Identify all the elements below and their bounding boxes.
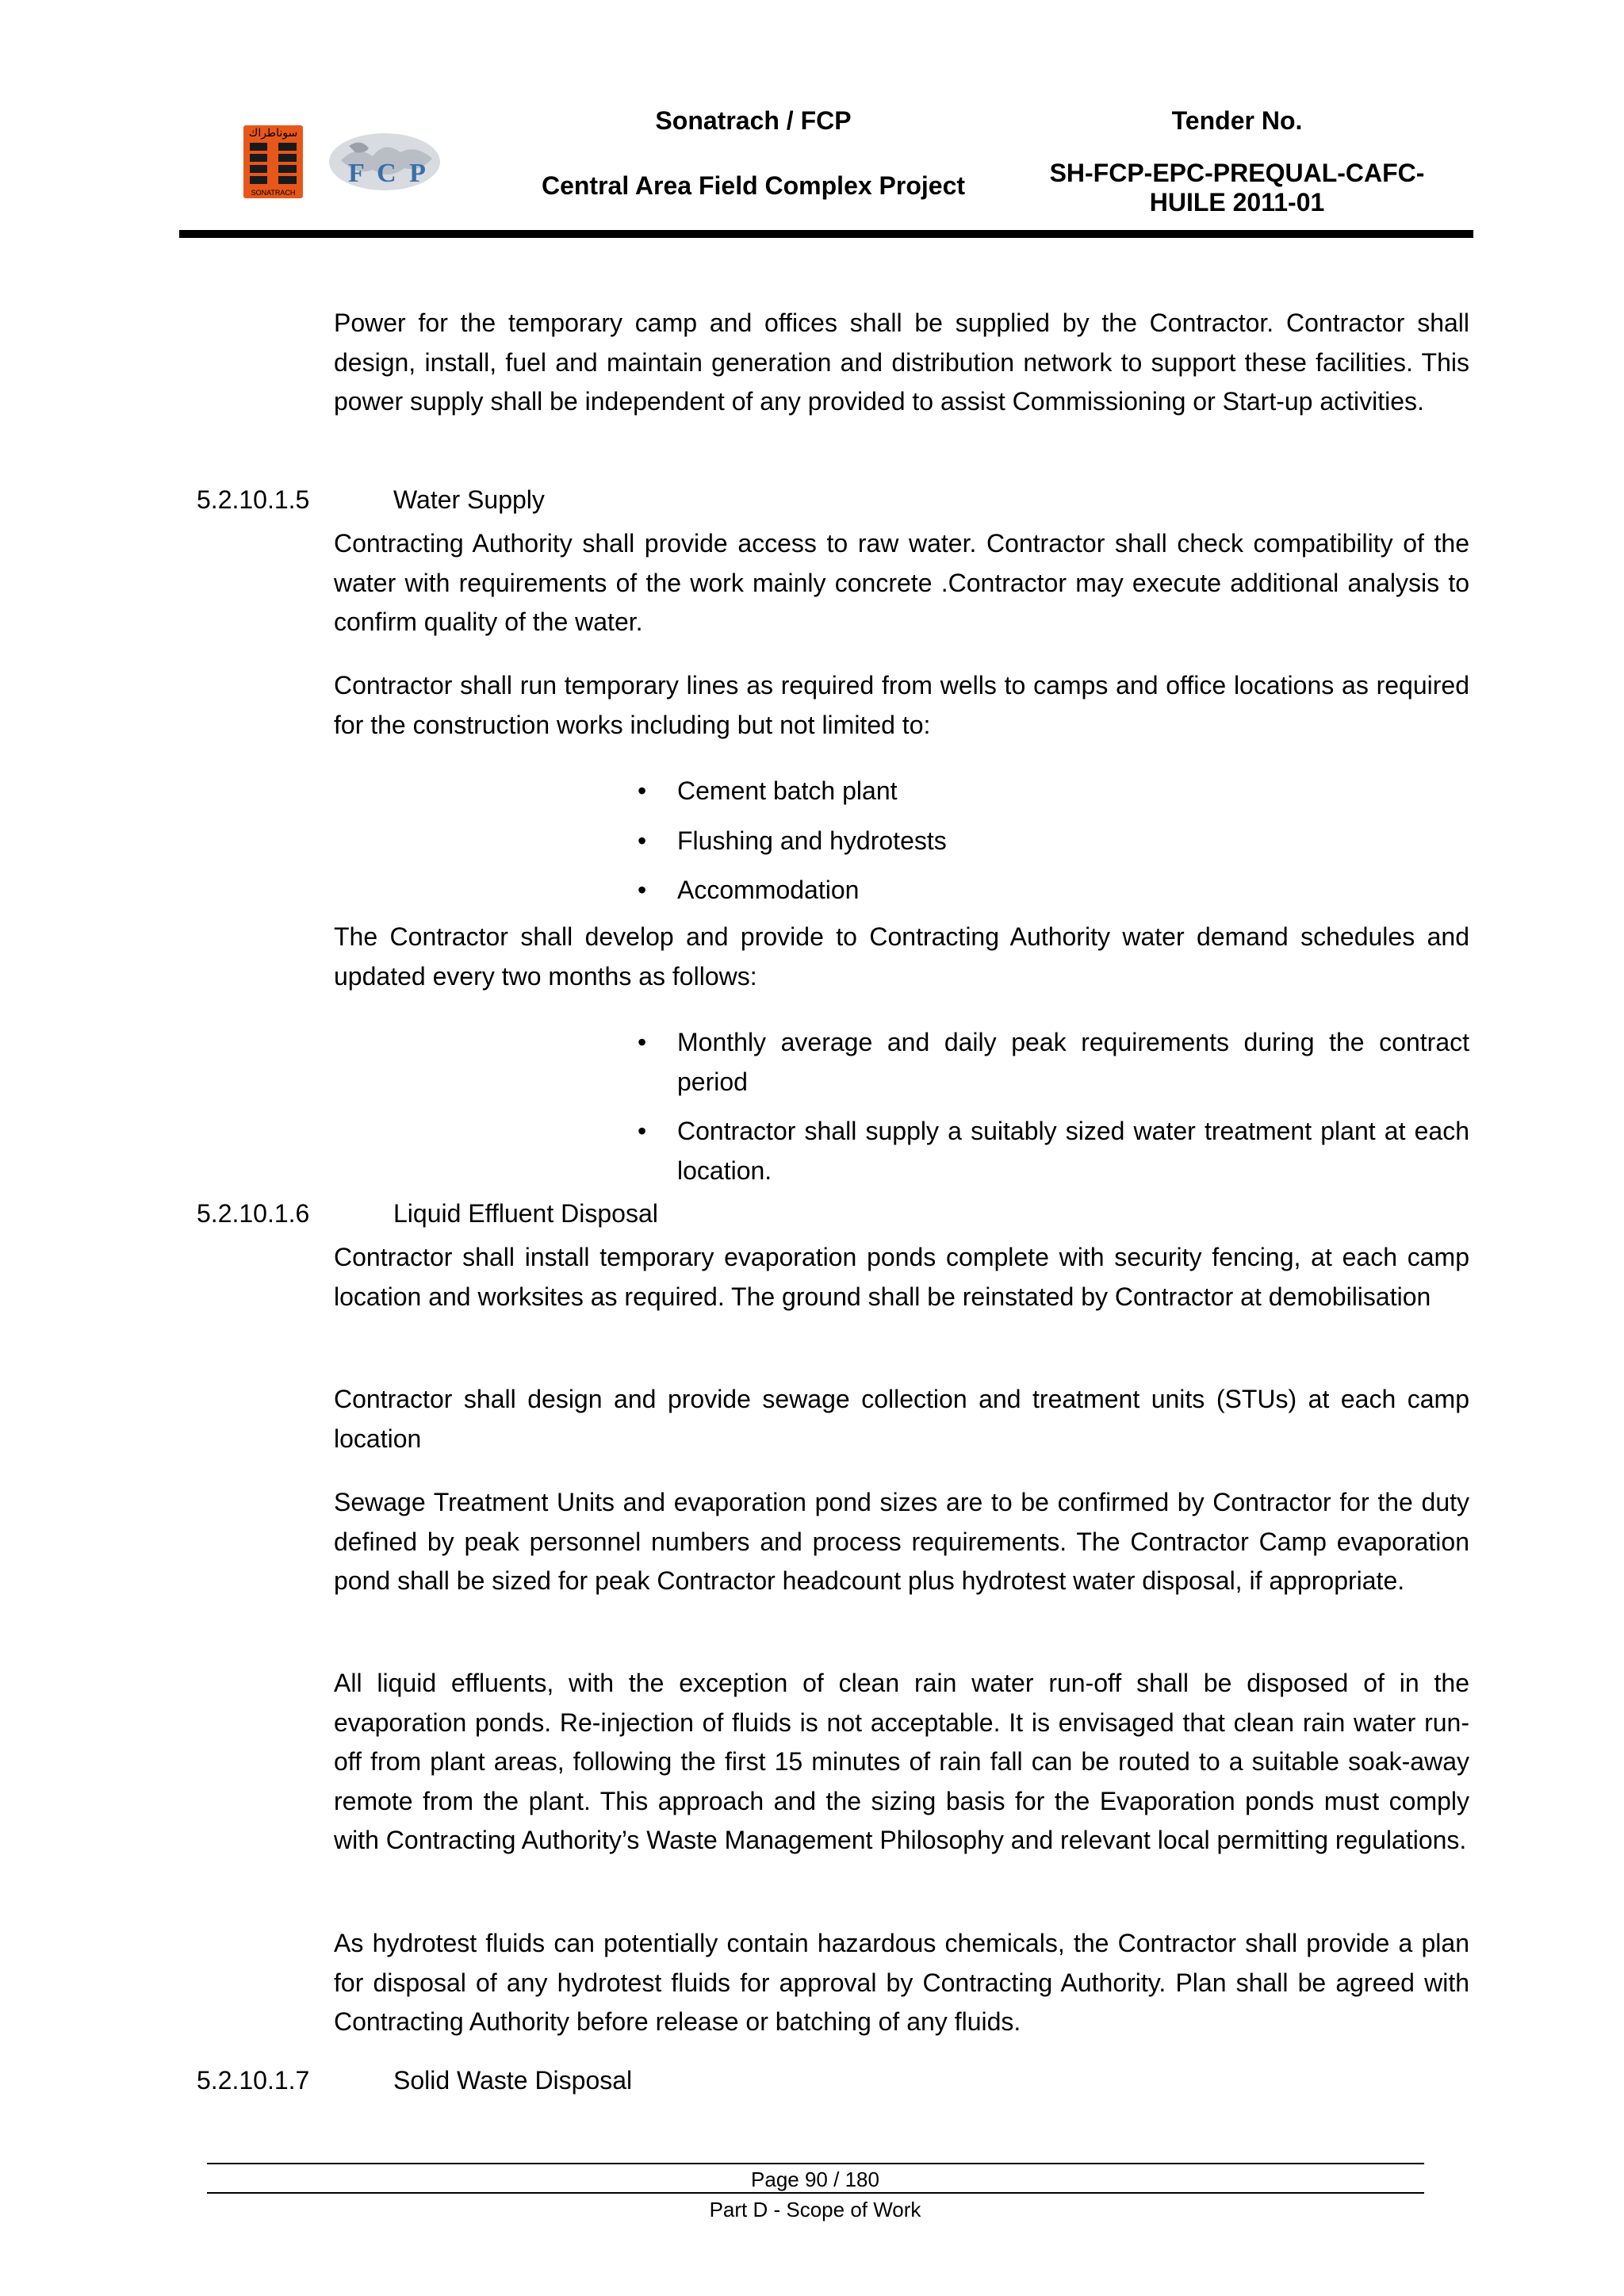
footer-rule-bottom <box>207 2192 1424 2194</box>
bullet-icon: • <box>638 1117 647 1145</box>
section-number-5-2-10-1-6: 5.2.10.1.6 <box>197 1199 310 1228</box>
list-item <box>636 772 1469 811</box>
paragraph-water-demand: The Contractor shall develop and provide to Contracting Authority water demand schedules and updated every two months as follows: <box>334 922 1469 991</box>
list-item-text: Contractor shall supply a suitably sized water treatment plant at each location. <box>677 1117 1469 1185</box>
bullet-icon: • <box>638 876 647 904</box>
list-item <box>636 871 1469 910</box>
list-item-text: Flushing and hydrotests <box>677 826 947 855</box>
list-item-text: Monthly average and daily peak requirements during the contract period <box>677 1028 1469 1096</box>
section-title-solid-waste-disposal: Solid Waste Disposal <box>393 2066 633 2095</box>
sonatrach-logo <box>243 125 303 198</box>
bullet-icon: • <box>638 776 647 805</box>
header-tender-label: Tender No. <box>1171 106 1303 135</box>
paragraph-power-supply: Power for the temporary camp and offices shall be supplied by the Contractor. Contractor shall design, install, fuel and maintain generation and distribution network to support these facilities. This power supply shall be independent of any provided to assist Commissioning or Start-up activities. <box>334 309 1469 416</box>
header-tender-number-line1: SH-FCP-EPC-PREQUAL-CAFC- <box>1049 159 1425 187</box>
fcp-logo <box>325 128 444 200</box>
header-tender-number-line2: HUILE 2011-01 <box>1149 188 1325 217</box>
section-title-liquid-effluent-disposal: Liquid Effluent Disposal <box>393 1199 658 1228</box>
paragraph-liquid-effluents: All liquid effluents, with the exception of clean rain water run-off shall be disposed of in the evaporation ponds. Re-injection of fluids is not acceptable. It is envisaged that clean rain water run-off from plant areas, following the first 15 minutes of rain fall can be routed to a suitable soak-away remote from the plant. This approach and the sizing basis for the Evaporation ponds must comply with Contracting Authority’s Waste Management Philosophy and relevant local permitting regulations. <box>334 1669 1469 1854</box>
paragraph-pond-sizing: Sewage Treatment Units and evaporation pond sizes are to be confirmed by Contractor for the duty defined by peak personnel numbers and process requirements. The Contractor Camp evaporation pond shall be sized for peak Contractor headcount plus hydrotest water disposal, if appropriate. <box>334 1488 1469 1595</box>
fcp-logo-text: F C P <box>348 159 429 188</box>
header-rule <box>179 230 1473 238</box>
paragraph-sewage-units: Contractor shall design and provide sewage collection and treatment units (STUs) at each camp location <box>334 1385 1469 1453</box>
section-title-water-supply: Water Supply <box>393 485 545 514</box>
bullet-icon: • <box>638 1028 647 1056</box>
list-item <box>636 822 1469 861</box>
section-number-5-2-10-1-5: 5.2.10.1.5 <box>197 485 310 514</box>
header-company: Sonatrach / FCP <box>655 106 852 135</box>
section-number-5-2-10-1-7: 5.2.10.1.7 <box>197 2066 310 2095</box>
sonatrach-logo-sub: SONATRACH <box>251 189 296 197</box>
footer-page-number: Page 90 / 180 <box>751 2168 879 2191</box>
sonatrach-logo-arabic: سوناطراك <box>248 127 298 140</box>
header-project: Central Area Field Complex Project <box>541 171 966 200</box>
list-item <box>636 1023 1469 1102</box>
paragraph-water-lines: Contractor shall run temporary lines as required from wells to camps and office locations as required for the construction works including but not limited to: <box>334 671 1469 739</box>
footer-rule-top <box>207 2163 1424 2164</box>
list-item <box>636 1112 1469 1190</box>
list-item-text: Accommodation <box>677 876 860 904</box>
paragraph-hydrotest-fluids: As hydrotest fluids can potentially contain hazardous chemicals, the Contractor shall provide a plan for disposal of any hydrotest fluids for approval by Contracting Authority. Plan shall be agreed with Contracting Authority before release or batching of any fluids. <box>334 1929 1469 2036</box>
paragraph-evaporation-ponds: Contractor shall install temporary evaporation ponds complete with security fencing, at each camp location and worksites as required. The ground shall be reinstated by Contractor at demobilisation <box>334 1243 1469 1311</box>
water-demand-list <box>636 1023 1469 1190</box>
paragraph-water-access: Contracting Authority shall provide access to raw water. Contractor shall check compatibility of the water with requirements of the work mainly concrete .Contractor may execute additional analysis to confirm quality of the water. <box>334 529 1469 636</box>
footer-part-label: Part D - Scope of Work <box>709 2198 921 2221</box>
list-item-text: Cement batch plant <box>677 776 898 805</box>
bullet-icon: • <box>638 826 647 855</box>
sonatrach-emblem-icon <box>243 125 303 198</box>
water-uses-list <box>636 772 1469 910</box>
